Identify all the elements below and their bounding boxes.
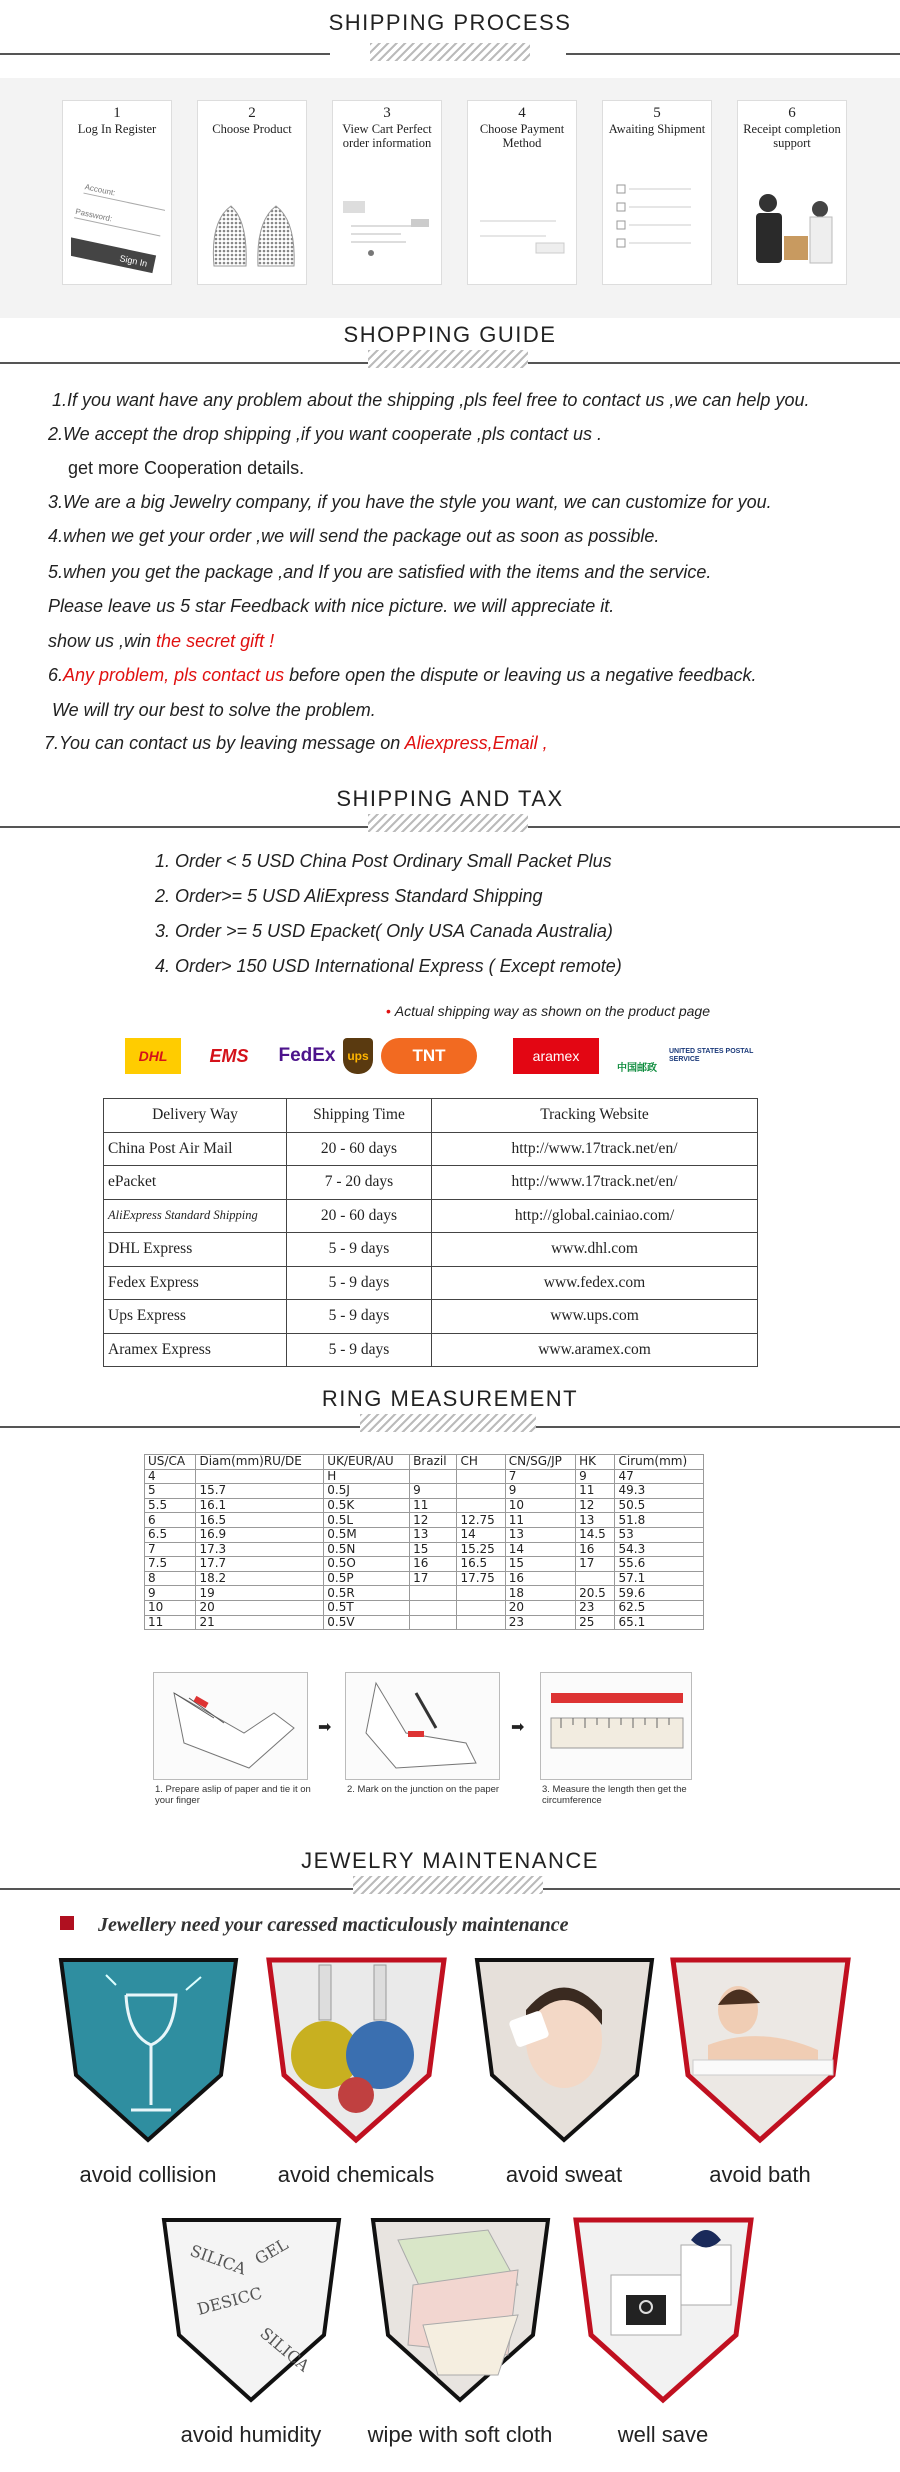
table-cell xyxy=(410,1615,457,1630)
hand-paper-icon xyxy=(154,1673,309,1781)
table-cell: 47 xyxy=(615,1469,704,1484)
table-cell xyxy=(457,1498,505,1513)
table-cell: http://www.17track.net/en/ xyxy=(432,1166,758,1200)
step-number: 3 xyxy=(383,105,391,121)
table-row xyxy=(145,1586,704,1601)
secret-gift-text: the secret gift ! xyxy=(156,631,275,651)
care-label: avoid sweat xyxy=(505,2162,623,2187)
step-label: Choose Product xyxy=(212,122,292,136)
guide-line xyxy=(44,733,548,754)
table-cell: 62.5 xyxy=(615,1600,704,1615)
table-cell: 16.5 xyxy=(196,1513,324,1528)
fedex-logo: FedEx xyxy=(278,1045,336,1066)
svg-text:DESICC: DESICC xyxy=(194,2283,264,2319)
table-cell xyxy=(410,1600,457,1615)
table-row xyxy=(104,1233,758,1267)
broken-glass-icon xyxy=(56,1955,241,2145)
silica-gel-packets-icon xyxy=(159,2215,344,2405)
table-row xyxy=(145,1600,704,1615)
marking-pen-icon xyxy=(346,1673,501,1781)
care-label: avoid collision xyxy=(79,2162,217,2187)
table-cell xyxy=(457,1600,505,1615)
table-cell xyxy=(410,1469,457,1484)
step-number: 6 xyxy=(788,105,796,121)
step-number: 1 xyxy=(113,105,121,121)
table-cell: Aramex Express xyxy=(104,1333,287,1367)
guide-text: 6. xyxy=(48,665,64,685)
table-cell: 20 - 60 days xyxy=(287,1132,432,1166)
order-rule: 2. Order>= 5 USD AliExpress Standard Shipping xyxy=(155,886,543,906)
table-cell: 20 xyxy=(196,1600,324,1615)
care-item xyxy=(50,1955,246,2188)
guide-line: 4.when we get your order ,we will send the package out as soon as possible. xyxy=(48,526,660,546)
table-cell: 0.5J xyxy=(324,1484,410,1499)
care-label: well save xyxy=(617,2422,709,2447)
aliexpress-email-text: Aliexpress,Email , xyxy=(404,733,548,753)
table-cell: 6.5 xyxy=(145,1527,196,1542)
step-number: 5 xyxy=(653,105,661,121)
step-label: View Cart Perfect order information xyxy=(342,122,432,150)
table-cell: 17 xyxy=(576,1557,615,1572)
care-item xyxy=(362,2215,558,2448)
shipping-table xyxy=(103,1098,758,1367)
measure-caption: 1. Prepare aslip of paper and tie it on your finger xyxy=(155,1784,311,1806)
shipping-process-title: SHIPPING PROCESS xyxy=(328,10,572,35)
table-cell: 16.9 xyxy=(196,1527,324,1542)
column-header: CH xyxy=(457,1455,505,1470)
guide-line: 5.when you get the package ,and If you are satisfied with the items and the service. xyxy=(48,562,712,582)
table-cell: 11 xyxy=(505,1513,575,1528)
table-cell: Ups Express xyxy=(104,1300,287,1334)
arrow-right-icon: ➡ xyxy=(511,1719,525,1736)
payment-art xyxy=(476,181,570,276)
guide-line xyxy=(48,665,756,686)
table-cell: 23 xyxy=(576,1600,615,1615)
step-number: 2 xyxy=(248,105,256,121)
table-header-row xyxy=(104,1099,758,1133)
table-row xyxy=(145,1571,704,1586)
care-item xyxy=(466,1955,662,2188)
table-cell: 6 xyxy=(145,1513,196,1528)
table-cell: 65.1 xyxy=(615,1615,704,1630)
table-cell: 0.5R xyxy=(324,1586,410,1601)
order-rule: 4. Order> 150 USD International Express ( Except remote) xyxy=(155,956,622,976)
table-cell: 0.5V xyxy=(324,1615,410,1630)
table-cell: www.dhl.com xyxy=(432,1233,758,1267)
care-label: wipe with soft cloth xyxy=(367,2422,553,2447)
table-cell: ePacket xyxy=(104,1166,287,1200)
step-label: Awaiting Shipment xyxy=(608,122,706,136)
earring-product-art xyxy=(206,181,300,276)
usps-logo: UNITED STATES POSTAL SERVICE xyxy=(669,1048,754,1063)
table-cell: 20.5 xyxy=(576,1586,615,1601)
svg-text:SILICA: SILICA xyxy=(255,2323,313,2376)
sign-in-button-art: Sign In xyxy=(118,253,149,269)
table-row xyxy=(104,1199,758,1233)
table-cell: 16.1 xyxy=(196,1498,324,1513)
measure-step-illustration xyxy=(540,1672,692,1780)
table-cell: 17.3 xyxy=(196,1542,324,1557)
process-step xyxy=(602,100,712,285)
table-cell: 51.8 xyxy=(615,1513,704,1528)
guide-line: 1.If you want have any problem about the shipping ,pls feel free to contact us ,we can help you. xyxy=(52,390,810,410)
table-row xyxy=(145,1615,704,1630)
table-cell: 13 xyxy=(410,1527,457,1542)
table-row xyxy=(104,1166,758,1200)
shipping-note: • Actual shipping way as shown on the product page xyxy=(386,1003,711,1019)
table-cell: 17.7 xyxy=(196,1557,324,1572)
table-cell: 8 xyxy=(145,1571,196,1586)
carrier-logos xyxy=(125,1038,755,1076)
table-cell: 20 xyxy=(505,1600,575,1615)
table-cell: 11 xyxy=(410,1498,457,1513)
table-cell xyxy=(196,1469,324,1484)
tnt-logo: TNT xyxy=(381,1038,477,1074)
table-cell: 25 xyxy=(576,1615,615,1630)
table-row xyxy=(145,1469,704,1484)
table-cell: AliExpress Standard Shipping xyxy=(104,1199,287,1233)
table-cell: 16 xyxy=(410,1557,457,1572)
table-row xyxy=(145,1557,704,1572)
table-cell: www.aramex.com xyxy=(432,1333,758,1367)
process-step xyxy=(467,100,577,285)
dhl-logo: DHL xyxy=(125,1038,181,1074)
guide-text: 7.You can contact us by leaving message on xyxy=(44,733,405,753)
guide-line: Please leave us 5 star Feedback with nice picture. we will appreciate it. xyxy=(48,596,615,616)
table-cell: 20 - 60 days xyxy=(287,1199,432,1233)
password-label: Password: xyxy=(74,206,114,224)
aramex-logo: aramex xyxy=(513,1038,599,1074)
table-cell: 17 xyxy=(410,1571,457,1586)
table-cell: 0.5P xyxy=(324,1571,410,1586)
table-cell: 14 xyxy=(505,1542,575,1557)
maintenance-headline xyxy=(60,1914,569,1937)
table-row xyxy=(145,1484,704,1499)
column-header: Shipping Time xyxy=(287,1099,432,1133)
step-label: Choose Payment Method xyxy=(479,122,565,150)
table-row xyxy=(145,1513,704,1528)
table-cell: 5 - 9 days xyxy=(287,1300,432,1334)
table-cell: 7.5 xyxy=(145,1557,196,1572)
care-item xyxy=(153,2215,349,2448)
process-step xyxy=(737,100,847,285)
care-label: avoid bath xyxy=(709,2162,811,2187)
table-cell: 16.5 xyxy=(457,1557,505,1572)
svg-text:SILICA: SILICA xyxy=(187,2240,249,2279)
table-cell: 19 xyxy=(196,1586,324,1601)
step-label: Receipt completion support xyxy=(743,122,841,150)
maintenance-headline-text: Jewellery need your caressed macticulously maintenance xyxy=(98,1914,569,1936)
table-cell: 12.75 xyxy=(457,1513,505,1528)
table-cell: 9 xyxy=(576,1469,615,1484)
table-cell: 5 - 9 days xyxy=(287,1233,432,1267)
table-row xyxy=(145,1542,704,1557)
table-cell: China Post Air Mail xyxy=(104,1132,287,1166)
table-cell: 9 xyxy=(145,1586,196,1601)
account-label: Account: xyxy=(83,182,117,198)
shipping-tax-title: SHIPPING AND TAX xyxy=(336,786,564,811)
table-cell: 18.2 xyxy=(196,1571,324,1586)
column-header: US/CA xyxy=(145,1455,196,1470)
order-rule: 1. Order < 5 USD China Post Ordinary Small Packet Plus xyxy=(155,851,612,871)
table-cell xyxy=(576,1571,615,1586)
column-header: Brazil xyxy=(410,1455,457,1470)
table-cell: 7 xyxy=(505,1469,575,1484)
login-form-art xyxy=(71,181,165,276)
shipment-list-art xyxy=(611,181,705,276)
bathing-woman-icon xyxy=(668,1955,853,2145)
process-step xyxy=(197,100,307,285)
table-cell: 9 xyxy=(505,1484,575,1499)
column-header: UK/EUR/AU xyxy=(324,1455,410,1470)
column-header: Cirum(mm) xyxy=(615,1455,704,1470)
table-cell: 59.6 xyxy=(615,1586,704,1601)
guide-line: 2.We accept the drop shipping ,if you want cooperate ,pls contact us . xyxy=(48,424,602,444)
ruler-icon xyxy=(541,1673,693,1781)
table-cell: 55.6 xyxy=(615,1557,704,1572)
table-cell: 54.3 xyxy=(615,1542,704,1557)
table-cell: 5 - 9 days xyxy=(287,1266,432,1300)
table-cell: 0.5N xyxy=(324,1542,410,1557)
jewelry-box-icon xyxy=(571,2215,756,2405)
step-number: 4 xyxy=(518,105,526,121)
table-cell: 13 xyxy=(505,1527,575,1542)
guide-text: show us ,win xyxy=(48,631,157,651)
step-label: Log In Register xyxy=(77,122,157,136)
table-cell: 12 xyxy=(410,1513,457,1528)
measure-caption: 3. Measure the length then get the circumference xyxy=(542,1784,687,1806)
svg-text:GEL: GEL xyxy=(251,2234,291,2269)
table-cell: 7 xyxy=(145,1542,196,1557)
hatch-ornament xyxy=(368,350,528,368)
delivery-person-icon xyxy=(746,181,840,276)
measure-step-illustration xyxy=(345,1672,500,1780)
table-cell: H xyxy=(324,1469,410,1484)
table-cell: 15.25 xyxy=(457,1542,505,1557)
table-cell xyxy=(457,1586,505,1601)
divider xyxy=(566,53,900,55)
table-cell: 12 xyxy=(576,1498,615,1513)
column-header: Tracking Website xyxy=(432,1099,758,1133)
hatch-ornament xyxy=(368,814,528,832)
table-cell: 5.5 xyxy=(145,1498,196,1513)
guide-text: before open the dispute or leaving us a negative feedback. xyxy=(284,665,757,685)
ups-logo: ups xyxy=(343,1038,373,1074)
table-cell: 0.5O xyxy=(324,1557,410,1572)
table-cell: 11 xyxy=(145,1615,196,1630)
guide-line: We will try our best to solve the problem. xyxy=(52,700,376,720)
table-cell: 11 xyxy=(576,1484,615,1499)
table-cell: 0.5T xyxy=(324,1600,410,1615)
process-step xyxy=(332,100,442,285)
care-item xyxy=(662,1955,858,2188)
soft-cloth-icon xyxy=(368,2215,553,2405)
table-row xyxy=(104,1266,758,1300)
guide-line: 3.We are a big Jewelry company, if you have the style you want, we can customize for you. xyxy=(48,492,772,512)
cart-art xyxy=(341,181,435,276)
table-cell: 57.1 xyxy=(615,1571,704,1586)
table-cell: 18 xyxy=(505,1586,575,1601)
table-cell: 4 xyxy=(145,1469,196,1484)
arrow-right-icon: ➡ xyxy=(318,1719,332,1736)
order-rule: 3. Order >= 5 USD Epacket( Only USA Canada Australia) xyxy=(155,921,613,941)
divider xyxy=(0,53,330,55)
sweating-woman-icon xyxy=(472,1955,657,2145)
measure-caption: 2. Mark on the junction on the paper xyxy=(347,1784,500,1795)
table-cell: http://global.cainiao.com/ xyxy=(432,1199,758,1233)
guide-line xyxy=(48,631,274,652)
table-cell: 0.5L xyxy=(324,1513,410,1528)
shopping-guide-title: SHOPPING GUIDE xyxy=(343,322,557,347)
table-cell: 16 xyxy=(576,1542,615,1557)
process-step xyxy=(62,100,172,285)
table-row xyxy=(145,1498,704,1513)
contact-us-text: Any problem, pls contact us xyxy=(63,665,285,685)
table-cell: 15 xyxy=(410,1542,457,1557)
table-cell: 10 xyxy=(145,1600,196,1615)
table-cell: 14 xyxy=(457,1527,505,1542)
table-cell: 23 xyxy=(505,1615,575,1630)
table-cell xyxy=(457,1615,505,1630)
table-row xyxy=(145,1527,704,1542)
table-cell: 21 xyxy=(196,1615,324,1630)
table-cell: Fedex Express xyxy=(104,1266,287,1300)
chemical-flasks-icon xyxy=(264,1955,449,2145)
table-cell xyxy=(457,1469,505,1484)
hatch-ornament xyxy=(353,1876,543,1894)
hatch-ornament xyxy=(370,43,530,61)
table-row xyxy=(104,1132,758,1166)
guide-line: get more Cooperation details. xyxy=(68,458,305,478)
table-cell: 5 xyxy=(145,1484,196,1499)
hatch-ornament xyxy=(360,1414,536,1432)
jewelry-maintenance-title: JEWELRY MAINTENANCE xyxy=(301,1848,599,1873)
column-header: HK xyxy=(576,1455,615,1470)
care-item xyxy=(565,2215,761,2448)
care-item xyxy=(258,1955,454,2188)
column-header: Delivery Way xyxy=(104,1099,287,1133)
table-cell: 0.5K xyxy=(324,1498,410,1513)
table-cell: 13 xyxy=(576,1513,615,1528)
table-cell: www.fedex.com xyxy=(432,1266,758,1300)
measure-step-illustration xyxy=(153,1672,308,1780)
table-row xyxy=(104,1333,758,1367)
ems-logo: EMS xyxy=(209,1045,249,1066)
table-cell: 15.7 xyxy=(196,1484,324,1499)
table-cell: 7 - 20 days xyxy=(287,1166,432,1200)
shipping-note-text: Actual shipping way as shown on the product page xyxy=(394,1003,711,1019)
table-cell: 16 xyxy=(505,1571,575,1586)
table-cell xyxy=(410,1586,457,1601)
table-cell: 15 xyxy=(505,1557,575,1572)
table-header-row xyxy=(145,1455,704,1470)
ring-measurement-title: RING MEASUREMENT xyxy=(321,1386,579,1411)
china-post-logo: 中国邮政 xyxy=(617,1063,657,1074)
table-cell: 53 xyxy=(615,1527,704,1542)
table-cell: 0.5M xyxy=(324,1527,410,1542)
table-cell: 17.75 xyxy=(457,1571,505,1586)
table-cell: 9 xyxy=(410,1484,457,1499)
table-cell xyxy=(457,1484,505,1499)
table-cell: 14.5 xyxy=(576,1527,615,1542)
column-header: Diam(mm)RU/DE xyxy=(196,1455,324,1470)
table-cell: 50.5 xyxy=(615,1498,704,1513)
care-label: avoid humidity xyxy=(180,2422,322,2447)
table-cell: DHL Express xyxy=(104,1233,287,1267)
table-cell: 10 xyxy=(505,1498,575,1513)
care-label: avoid chemicals xyxy=(277,2162,435,2187)
table-row xyxy=(104,1300,758,1334)
ring-size-table xyxy=(144,1454,704,1630)
table-cell: http://www.17track.net/en/ xyxy=(432,1132,758,1166)
table-cell: 5 - 9 days xyxy=(287,1333,432,1367)
column-header: CN/SG/JP xyxy=(505,1455,575,1470)
table-cell: www.ups.com xyxy=(432,1300,758,1334)
table-cell: 49.3 xyxy=(615,1484,704,1499)
